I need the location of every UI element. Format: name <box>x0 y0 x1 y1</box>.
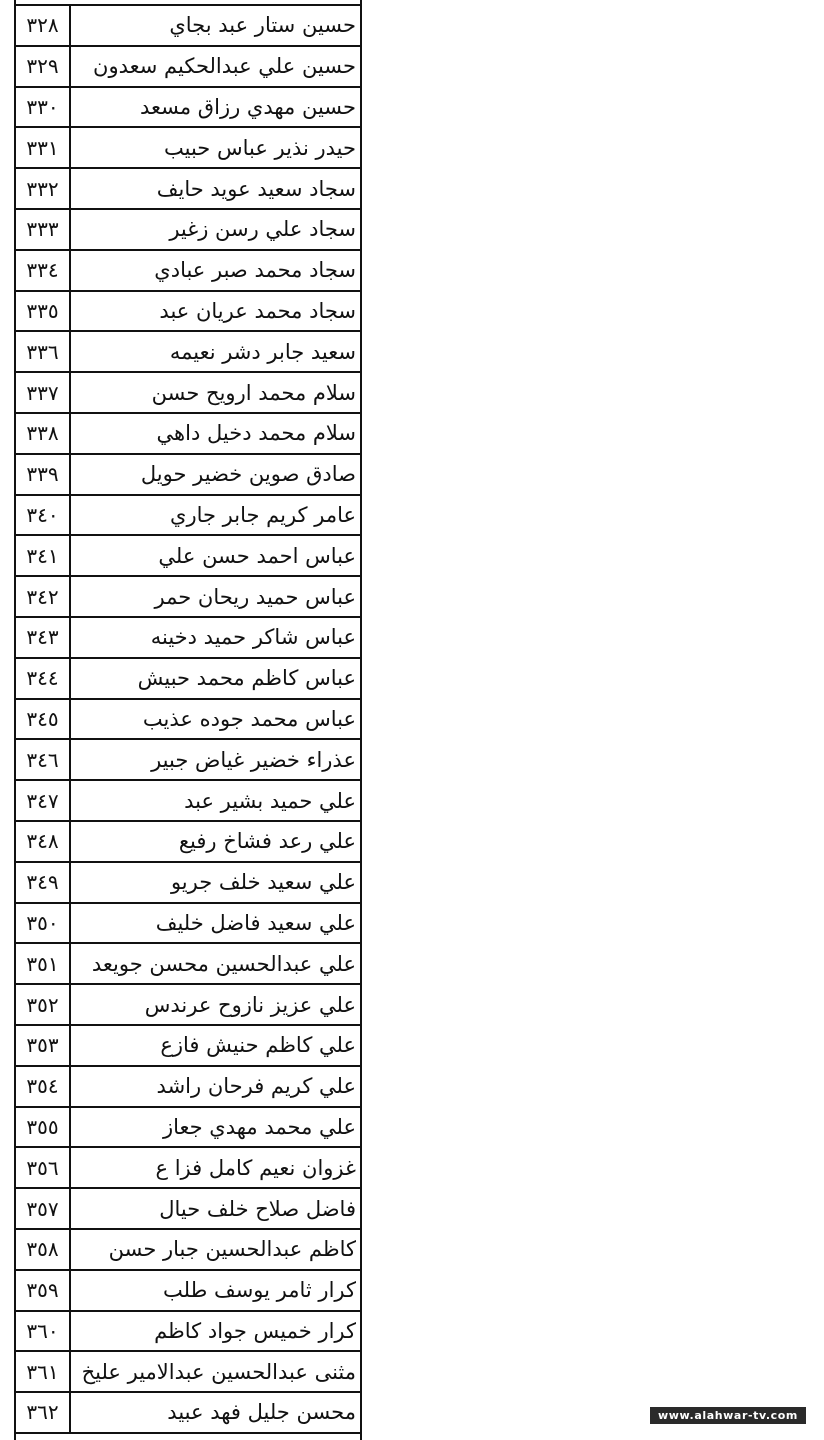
row-name: صادق صوين خضير حويل <box>140 462 356 487</box>
row-name: علي حميد بشير عبد <box>184 788 356 813</box>
table-row <box>16 781 360 822</box>
row-number: ٣٤٤ <box>16 659 71 698</box>
table-row <box>16 251 360 292</box>
table-row <box>16 496 360 537</box>
row-number: ٣٤٩ <box>16 863 71 902</box>
row-name: سجاد محمد عريان عبد <box>159 298 356 323</box>
row-name: عباس محمد جوده عذيب <box>142 706 356 731</box>
row-number: ٣٣٨ <box>16 414 71 453</box>
table-row <box>16 169 360 210</box>
row-name: عباس حميد ريحان حمر <box>154 584 356 609</box>
row-name: علي رعد فشاخ رفيع <box>178 829 356 854</box>
row-number: ٣٣٢ <box>16 169 71 208</box>
table-row <box>16 659 360 700</box>
table-row <box>16 455 360 496</box>
row-number: ٣٥١ <box>16 944 71 983</box>
table-row <box>16 700 360 741</box>
row-name: علي عبدالحسين محسن جويعد <box>91 951 356 976</box>
row-name: حسين ستار عبد بجاي <box>169 13 356 38</box>
row-number: ٣٥٤ <box>16 1067 71 1106</box>
row-number: ٣٦٠ <box>16 1312 71 1351</box>
row-number: ٣٣٣ <box>16 210 71 249</box>
row-name: عذراء خضير غياض جبير <box>151 747 356 772</box>
row-name: عامر كريم جابر جاري <box>170 502 356 527</box>
row-name: مثنى عبدالحسين عبدالامير عليخ <box>81 1359 356 1384</box>
row-number: ٣٦١ <box>16 1352 71 1391</box>
row-number: ٣٤٥ <box>16 700 71 739</box>
table-row <box>16 128 360 169</box>
table-row <box>16 577 360 618</box>
table-row <box>16 47 360 88</box>
row-name: سجاد سعيد عويد حايف <box>156 176 356 201</box>
table-row <box>16 863 360 904</box>
row-number: ٣٣٩ <box>16 455 71 494</box>
row-number: ٣٥٣ <box>16 1026 71 1065</box>
row-number: ٣٣٠ <box>16 88 71 127</box>
table-row <box>16 292 360 333</box>
row-name: حسين علي عبدالحكيم سعدون <box>93 54 356 79</box>
row-number: ٣٥٠ <box>16 904 71 943</box>
table-row <box>16 1108 360 1149</box>
row-number: ٣٤١ <box>16 536 71 575</box>
row-number: ٣٣١ <box>16 128 71 167</box>
row-name: حيدر نذير عباس حبيب <box>164 135 356 160</box>
row-name: علي عزيز نازوح عرندس <box>144 992 356 1017</box>
table-row <box>16 1026 360 1067</box>
table-row <box>16 1312 360 1353</box>
row-number: ٣٢٨ <box>16 6 71 45</box>
table-row <box>16 88 360 129</box>
table-row <box>16 1189 360 1230</box>
row-number: ٣٢٩ <box>16 47 71 86</box>
table-row <box>16 1067 360 1108</box>
row-name: علي سعيد فاضل خليف <box>155 910 356 935</box>
row-number: ٣٤٧ <box>16 781 71 820</box>
row-number: ٣٣٦ <box>16 332 71 371</box>
table-row <box>16 6 360 47</box>
row-number: ٣٥٢ <box>16 985 71 1024</box>
table-row <box>16 1271 360 1312</box>
row-name: سلام محمد ارويح حسن <box>151 380 356 405</box>
row-number: ٣٤٠ <box>16 496 71 535</box>
row-number: ٣٤٢ <box>16 577 71 616</box>
table-row <box>16 414 360 455</box>
row-name: سلام محمد دخيل داهي <box>156 421 356 446</box>
table-row <box>16 985 360 1026</box>
row-number: ٣٥٧ <box>16 1189 71 1228</box>
name-list-table <box>14 0 362 1440</box>
row-number: ٣٥٦ <box>16 1148 71 1187</box>
row-name: سجاد محمد صبر عبادي <box>154 258 356 283</box>
row-name: علي محمد مهدي جعاز <box>162 1114 356 1139</box>
row-number: ٣٣٤ <box>16 251 71 290</box>
table-row <box>16 1148 360 1189</box>
row-name: كاظم عبدالحسين جبار حسن <box>108 1237 356 1262</box>
row-name: عباس شاكر حميد دخينه <box>150 625 356 650</box>
table-row <box>16 373 360 414</box>
table-row <box>16 1352 360 1393</box>
row-name: فاضل صلاح خلف حيال <box>159 1196 356 1221</box>
row-number: ٣٥٥ <box>16 1108 71 1147</box>
table-row <box>16 944 360 985</box>
row-name: سعيد جابر دشر نعيمه <box>169 339 356 364</box>
row-number: ٣٤٣ <box>16 618 71 657</box>
row-name: علي سعيد خلف جريو <box>170 870 356 895</box>
table-row <box>16 210 360 251</box>
row-name: محسن جليل فهد عبيد <box>167 1400 356 1425</box>
row-name: عباس كاظم محمد حبيش <box>137 666 356 691</box>
row-name: كرار خميس جواد كاظم <box>154 1318 356 1343</box>
table-row <box>16 822 360 863</box>
table-row <box>16 1230 360 1271</box>
row-number: ٣٣٧ <box>16 373 71 412</box>
table-row <box>16 536 360 577</box>
row-number: ٣٣٥ <box>16 292 71 331</box>
row-name: حسين مهدي رزاق مسعد <box>140 94 356 119</box>
row-number: ٣٤٦ <box>16 740 71 779</box>
table-body <box>16 4 360 1434</box>
table-row <box>16 618 360 659</box>
row-name: كرار ثامر يوسف طلب <box>163 1278 356 1303</box>
row-name: غزوان نعيم كامل فزا ع <box>155 1155 356 1180</box>
watermark-logo: www.alahwar-tv.com <box>650 1407 806 1424</box>
table-row <box>16 740 360 781</box>
row-name: علي كريم فرحان راشد <box>156 1074 356 1099</box>
row-number: ٣٥٨ <box>16 1230 71 1269</box>
table-row <box>16 904 360 945</box>
row-number: ٣٥٩ <box>16 1271 71 1310</box>
row-number: ٣٦٢ <box>16 1393 71 1432</box>
row-name: سجاد علي رسن زغير <box>169 217 356 242</box>
table-row <box>16 1393 360 1434</box>
table-row <box>16 332 360 373</box>
row-name: عباس احمد حسن علي <box>158 543 356 568</box>
row-number: ٣٤٨ <box>16 822 71 861</box>
row-name: علي كاظم حنيش فازع <box>160 1033 356 1058</box>
